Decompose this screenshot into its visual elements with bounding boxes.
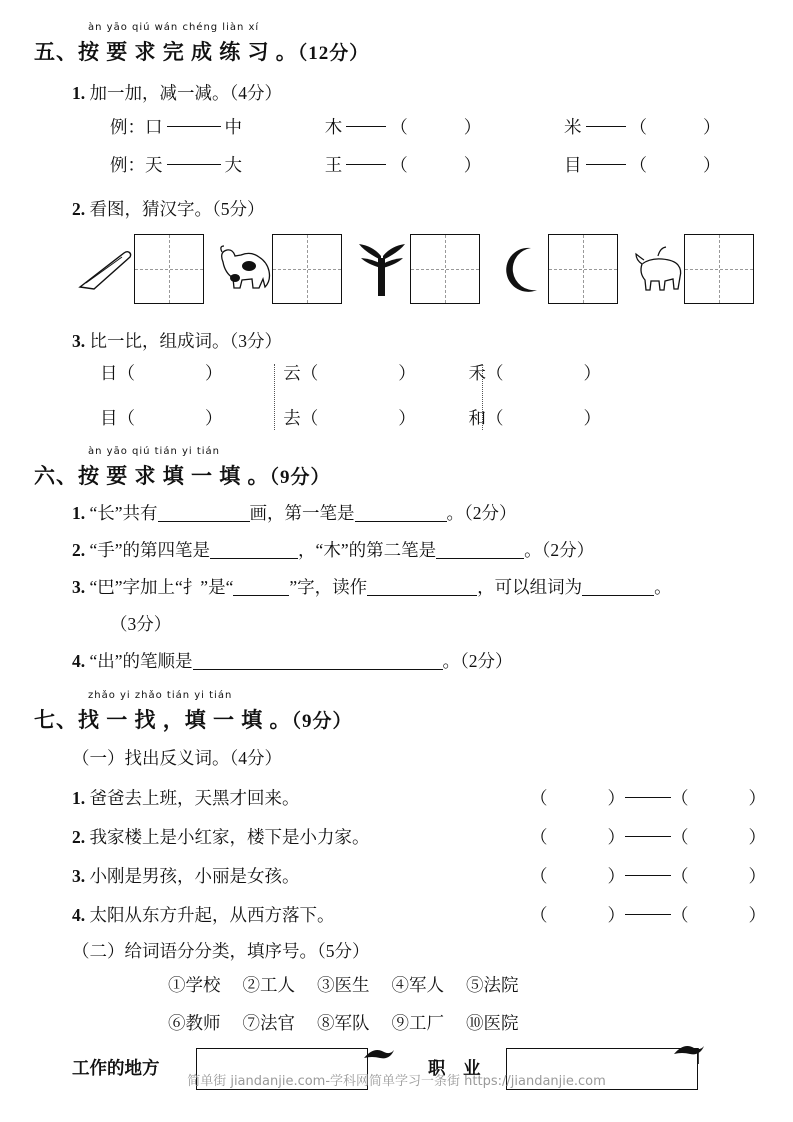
q1-example-row-1	[110, 114, 721, 139]
item2-number: 2.	[72, 540, 86, 560]
section-six-heading	[34, 460, 331, 490]
paren-open: （	[629, 117, 647, 137]
q3-r1-c3: 禾（	[468, 363, 504, 383]
dash-icon	[625, 875, 671, 876]
q1-score: （4分）	[229, 83, 282, 103]
word-item[interactable]: ⑥教师	[168, 1013, 221, 1033]
word-item[interactable]: ③医生	[317, 975, 370, 995]
paren-close: ）	[398, 408, 416, 428]
paren-close: ）	[748, 788, 766, 808]
section-seven-part-b-label	[72, 938, 370, 963]
q2-number: 2.	[72, 199, 86, 219]
q1-example-row-2	[110, 152, 721, 177]
q3-r1-c2: 云（	[283, 363, 319, 383]
antonym-answer-2[interactable]	[530, 824, 766, 849]
q3-r1-c1: 日（	[100, 363, 135, 383]
dash-icon	[625, 914, 671, 915]
item4-score: （2分）	[460, 651, 513, 671]
q3-word-rows	[100, 360, 601, 450]
answer-blank[interactable]	[355, 506, 447, 522]
item1-number: 1.	[72, 503, 86, 523]
paren-open: （	[530, 827, 548, 847]
paren-close: ）	[748, 905, 766, 925]
cow-icon	[212, 236, 276, 304]
paren-open: （	[671, 788, 689, 808]
q1-r2-lead: 例：天	[110, 155, 163, 175]
item2-score: （2分）	[541, 540, 595, 560]
sentence1-number: 1.	[72, 788, 86, 808]
word-item[interactable]: ⑦法官	[242, 1013, 295, 1033]
section-seven-pinyin: zhǎo yi zhǎo tián yi tián	[88, 690, 233, 701]
item2-part-a: “手”的第四笔是	[89, 540, 211, 560]
part-b-text: （二）给词语分分类，填序号。	[72, 941, 317, 961]
q1-r1-result: 中	[224, 117, 242, 137]
sentence2-text: 我家楼上是小红家，楼下是小力家。	[89, 827, 370, 847]
divider	[274, 364, 275, 430]
item3-part-a: “巴”字加上“扌”是“	[89, 577, 234, 597]
section-six-item-3	[72, 574, 672, 599]
q2-score: （5分）	[212, 199, 265, 219]
q1-r2-result: 大	[224, 155, 242, 175]
paren-close: ）	[607, 827, 625, 847]
word-item[interactable]: ④军人	[391, 975, 444, 995]
feather-pen-icon	[74, 236, 138, 304]
dash-icon	[167, 164, 221, 165]
tianzige-box[interactable]	[272, 234, 342, 304]
word-item[interactable]: ⑧军队	[317, 1013, 370, 1033]
part-b-score: （5分）	[317, 941, 370, 961]
word-item[interactable]: ⑨工厂	[391, 1013, 444, 1033]
q3-r2-c3: 和（	[468, 408, 504, 428]
item4-number: 4.	[72, 651, 86, 671]
q3-row-1	[100, 360, 601, 385]
watermark: 简单街 jiandanjie.com-学科网简单学习一条街 https://jiandanjie.com	[187, 1074, 606, 1089]
paren-close: ）	[607, 905, 625, 925]
item1-score: （2分）	[464, 503, 517, 523]
sentence4-text: 太阳从东方升起，从西方落下。	[89, 905, 335, 925]
paren-close: ）	[583, 408, 601, 428]
section-five-score: （12分）	[297, 43, 370, 64]
q1-r2-c3: 目	[564, 155, 582, 175]
paren-close: ）	[583, 363, 601, 383]
paren-close: ）	[748, 866, 766, 886]
answer-blank[interactable]	[367, 580, 477, 596]
dash-icon	[625, 836, 671, 837]
word-item[interactable]: ⑩医院	[466, 1013, 519, 1033]
paren-open: （	[671, 905, 689, 925]
q1-r1-c3: 米	[564, 117, 582, 137]
section-five-pinyin: àn yāo qiú wán chéng liàn xí	[88, 22, 260, 33]
paren-open: （	[530, 788, 548, 808]
answer-blank[interactable]	[582, 580, 654, 596]
item2-part-b: ，“木”的第二笔是	[298, 540, 437, 560]
section-seven-title: 七、找 一 找 ，填 一 填 。	[34, 708, 292, 732]
category-label-profession: 职 业	[428, 1058, 481, 1078]
antonym-sentence-1	[72, 785, 300, 810]
paren-close: ）	[607, 866, 625, 886]
antonym-answer-4[interactable]	[530, 902, 766, 927]
section-five-heading	[34, 36, 369, 66]
section-six-pinyin: àn yāo qiú tián yi tián	[88, 446, 221, 457]
answer-blank[interactable]	[210, 543, 298, 559]
section-six-item-2	[72, 537, 594, 562]
antonym-answer-3[interactable]	[530, 863, 766, 888]
section-seven-score: （9分）	[291, 711, 353, 732]
paren-open: （	[629, 155, 647, 175]
section-five-title: 五、按 要 求 完 成 练 习 。	[34, 40, 298, 64]
section-six-item-4	[72, 648, 513, 673]
paren-open: （	[530, 905, 548, 925]
paren-close: ）	[463, 117, 482, 137]
goat-icon	[626, 236, 690, 304]
item1-part-c: 。	[446, 503, 465, 523]
q3-number: 3.	[72, 331, 86, 351]
paren-close: ）	[703, 117, 721, 137]
antonym-sentence-4	[72, 902, 335, 927]
antonym-answer-1[interactable]	[530, 785, 766, 810]
tianzige-box[interactable]	[548, 234, 618, 304]
section-six-item-1	[72, 500, 517, 525]
flag-icon	[362, 1044, 396, 1069]
dash-icon	[586, 164, 626, 165]
divider	[482, 364, 483, 430]
picture-character-row	[60, 228, 760, 318]
item3-part-c: ，可以组词为	[477, 577, 583, 597]
flag-icon	[672, 1042, 706, 1069]
section-seven-part-a-label	[72, 745, 282, 770]
word-list-row-2	[168, 1010, 541, 1035]
item1-part-b: 画，第一笔是	[249, 503, 355, 523]
q3-text: 比一比，组成词。	[89, 331, 230, 351]
section-seven-heading	[34, 704, 353, 734]
sentence1-text: 爸爸去上班，天黑才回来。	[89, 788, 300, 808]
item2-part-c: 。	[524, 540, 542, 560]
item4-part-a: “出”的笔顺是	[89, 651, 193, 671]
sentence3-number: 3.	[72, 866, 86, 886]
dash-icon	[625, 797, 671, 798]
tianzige-box[interactable]	[684, 234, 754, 304]
q1-r2-c2: 王	[324, 155, 343, 175]
paren-close: ）	[703, 155, 721, 175]
q3-score: （3分）	[229, 331, 282, 351]
antonym-sentence-2	[72, 824, 370, 849]
paren-close: ）	[205, 363, 223, 383]
section-five-q3	[72, 328, 282, 353]
q2-text: 看图，猜汉字。	[89, 199, 212, 219]
dash-icon	[346, 126, 386, 127]
q3-r2-c2: 去（	[283, 408, 319, 428]
crescent-moon-icon	[488, 236, 552, 304]
part-a-score: （4分）	[229, 748, 282, 768]
word-item[interactable]: ②工人	[242, 975, 295, 995]
item1-part-a: “长”共有	[89, 503, 158, 523]
paren-open: （	[671, 866, 689, 886]
paren-open: （	[530, 866, 548, 886]
paren-open: （	[671, 827, 689, 847]
q1-r1-c2: 木	[324, 117, 343, 137]
paren-close: ）	[748, 827, 766, 847]
q3-row-2	[100, 405, 601, 430]
section-six-item-3-score: （3分）	[110, 614, 172, 634]
item3-part-b: ”字，读作	[289, 577, 368, 597]
answer-blank[interactable]	[436, 543, 524, 559]
dash-icon	[346, 164, 386, 165]
paren-close: ）	[607, 788, 625, 808]
sentence4-number: 4.	[72, 905, 86, 925]
paren-close: ）	[398, 363, 416, 383]
dash-icon	[586, 126, 626, 127]
tianzige-box[interactable]	[134, 234, 204, 304]
category-label-workplace: 工作的地方	[72, 1058, 160, 1078]
paren-close: ）	[463, 155, 482, 175]
item3-number: 3.	[72, 577, 86, 597]
q1-number: 1.	[72, 83, 86, 103]
q3-r2-c1: 目（	[100, 408, 135, 428]
antonym-sentence-3	[72, 863, 300, 888]
sentence2-number: 2.	[72, 827, 86, 847]
sentence3-text: 小刚是男孩，小丽是女孩。	[89, 866, 300, 886]
paren-open: （	[390, 117, 408, 137]
section-six-title: 六、按 要 求 填 一 填 。	[34, 464, 270, 488]
paren-open: （	[390, 155, 408, 175]
paren-close: ）	[205, 408, 223, 428]
q1-text: 加一加，减一减。	[89, 83, 230, 103]
answer-blank[interactable]	[158, 506, 250, 522]
bamboo-icon	[350, 236, 414, 304]
tianzige-box[interactable]	[410, 234, 480, 304]
section-five-q1	[72, 80, 282, 105]
section-six-score: （9分）	[269, 467, 331, 488]
word-item[interactable]: ⑤法院	[466, 975, 519, 995]
item3-part-d: 。	[654, 577, 672, 597]
dash-icon	[167, 126, 221, 127]
item4-part-b: 。	[442, 651, 461, 671]
part-a-text: （一）找出反义词。	[72, 748, 230, 768]
section-five-q2	[72, 196, 265, 221]
word-list-row-1	[168, 972, 541, 997]
q1-r1-lead: 例：口	[110, 117, 163, 137]
word-item[interactable]: ①学校	[168, 975, 221, 995]
answer-blank[interactable]	[233, 580, 289, 596]
answer-blank[interactable]	[193, 654, 443, 670]
